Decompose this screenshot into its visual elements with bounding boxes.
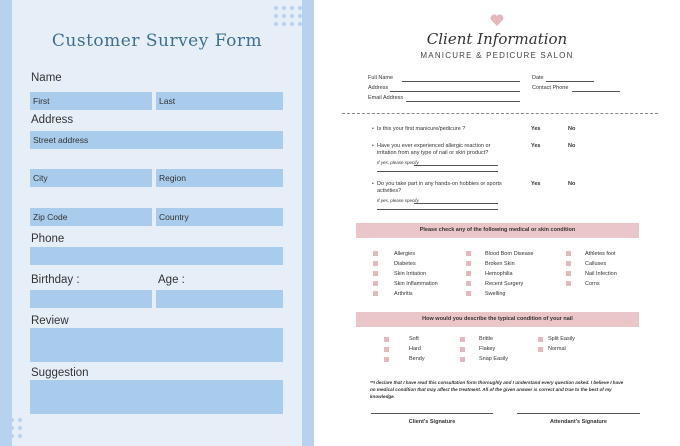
customer-survey-panel (0, 0, 314, 446)
checkbox[interactable] (566, 251, 571, 256)
street-address-field[interactable]: Street address (30, 131, 283, 149)
question-2-line-2: irritation from any type of nail or skin product? (377, 150, 489, 156)
birthday-field[interactable] (30, 290, 152, 308)
attendant-signature-line[interactable] (517, 413, 640, 414)
nail-item: Soft (409, 336, 419, 342)
question-2-line-1: Have you ever experienced allergic reaction or (377, 143, 491, 149)
checkbox[interactable] (384, 337, 389, 342)
checkbox[interactable] (373, 281, 378, 286)
checkbox[interactable] (466, 261, 471, 266)
nail-item: Brittle (479, 336, 494, 342)
client-information-panel (314, 0, 680, 446)
question-1-yes[interactable]: Yes (531, 126, 541, 132)
date-line[interactable] (546, 81, 594, 82)
name-label: Name (31, 72, 62, 84)
client-signature-label: Client's Signature (408, 419, 456, 425)
nail-item: Normal (548, 346, 566, 352)
checkbox[interactable] (460, 337, 465, 342)
condition-item: Corns (585, 281, 600, 287)
condition-item: Nail Infection (585, 271, 617, 277)
question-3-line-1: Do you take part in any hands-on hobbies or sports (377, 181, 502, 187)
client-signature-line[interactable] (371, 413, 493, 414)
city-field[interactable]: City (30, 169, 152, 187)
age-field[interactable] (156, 290, 283, 308)
condition-item: Skin Inflammation (394, 281, 438, 287)
contact-phone-line[interactable] (572, 91, 620, 92)
nail-item: Bendy (409, 356, 425, 362)
conditions-header: Please check any of the following medical or skin condition (356, 223, 639, 238)
checkbox[interactable] (373, 251, 378, 256)
condition-item: Broken Skin (485, 261, 515, 267)
client-info-title: Client Information (426, 30, 568, 48)
phone-field[interactable] (30, 247, 283, 265)
last-name-field[interactable]: Last (156, 92, 283, 110)
condition-item: Recent Surgery (485, 281, 524, 287)
question-bullet: • (372, 143, 374, 149)
date-label: Date (532, 75, 544, 81)
condition-item: Arthritis (394, 291, 413, 297)
salon-subtitle: MANICURE & PEDICURE SALON (420, 51, 574, 60)
question-1-no[interactable]: No (568, 126, 576, 132)
question-bullet: • (372, 126, 374, 132)
email-address-line[interactable] (406, 101, 520, 102)
section-divider (342, 113, 658, 114)
checkbox[interactable] (566, 271, 571, 276)
address-label: Address (31, 114, 74, 126)
country-field[interactable]: Country (156, 208, 283, 226)
question-3-line-2: activities? (377, 188, 402, 194)
nail-item: Flakey (479, 346, 496, 352)
nail-item: Snap Easily (479, 356, 509, 362)
condition-item: Skin Irritation (394, 271, 427, 277)
checkbox[interactable] (566, 261, 571, 266)
checkbox[interactable] (373, 291, 378, 296)
attendant-signature-label: Attendant's Signature (550, 419, 607, 425)
suggestion-label: Suggestion (31, 367, 89, 379)
checkbox[interactable] (466, 281, 471, 286)
checkbox[interactable] (466, 251, 471, 256)
checkbox[interactable] (566, 281, 571, 286)
condition-item: Blood Born Disease (485, 251, 534, 257)
review-label: Review (31, 315, 69, 327)
address-line[interactable] (390, 91, 520, 92)
condition-item: Hemophilia (485, 271, 513, 277)
heart-icon (490, 14, 504, 26)
checkbox[interactable] (384, 357, 389, 362)
zip-code-field[interactable]: Zip Code (30, 208, 152, 226)
question-3-specify-line-2[interactable] (377, 209, 498, 210)
condition-item: Diabetes (394, 261, 416, 267)
dot-pattern-top (274, 6, 302, 26)
survey-title: Customer Survey Form (51, 31, 263, 51)
email-address-label: Email Address (368, 95, 404, 101)
checkbox[interactable] (460, 347, 465, 352)
nail-item: Hard (409, 346, 421, 352)
address-label-right: Address (368, 85, 389, 91)
declaration-text: **I declare that I have read this consultation form thoroughly and I understand every question asked. I believe I have no medical condition that may affect the treatment. All of the given answer is correct and true to the best of my knowledge. (370, 380, 624, 399)
condition-item: Athletes foot (585, 251, 616, 257)
region-field[interactable]: Region (156, 169, 283, 187)
dot-pattern-bottom (2, 418, 22, 438)
left-border-strip (0, 0, 12, 446)
question-3-no[interactable]: No (568, 181, 576, 187)
question-1: Is this your first manicure/pedicure ? (377, 126, 466, 132)
question-3-specify-line[interactable] (414, 203, 498, 204)
checkbox[interactable] (466, 271, 471, 276)
checkbox[interactable] (538, 337, 543, 342)
question-2-specify-line-2[interactable] (377, 171, 498, 172)
right-border-strip (302, 0, 314, 446)
question-2-specify-line[interactable] (414, 165, 498, 166)
checkbox[interactable] (373, 261, 378, 266)
nail-item: Split Easily (548, 336, 575, 342)
condition-item: Allergies (394, 251, 416, 257)
nail-condition-header: How would you describe the typical condition of your nail (356, 312, 639, 327)
review-field[interactable] (30, 328, 283, 362)
suggestion-field[interactable] (30, 380, 283, 414)
first-name-field[interactable]: First (30, 92, 152, 110)
checkbox[interactable] (373, 271, 378, 276)
full-name-label: Full Name (368, 75, 394, 81)
checkbox[interactable] (466, 291, 471, 296)
question-2-no[interactable]: No (568, 143, 576, 149)
birthday-label: Birthday : (31, 274, 80, 286)
checkbox[interactable] (460, 357, 465, 362)
condition-item: Swelling (485, 291, 506, 297)
question-3-yes[interactable]: Yes (531, 181, 541, 187)
contact-phone-label: Contact Phone (532, 85, 569, 91)
age-label: Age : (158, 274, 185, 286)
full-name-line[interactable] (402, 81, 520, 82)
question-bullet: • (372, 181, 374, 187)
phone-label: Phone (31, 233, 65, 245)
condition-item: Calluses (585, 261, 607, 267)
question-2-yes[interactable]: Yes (531, 143, 541, 149)
checkbox[interactable] (384, 347, 389, 352)
checkbox[interactable] (538, 347, 543, 352)
question-3-specify: If yes, please specify (377, 198, 419, 203)
question-2-specify: If yes, please specify (377, 160, 419, 165)
